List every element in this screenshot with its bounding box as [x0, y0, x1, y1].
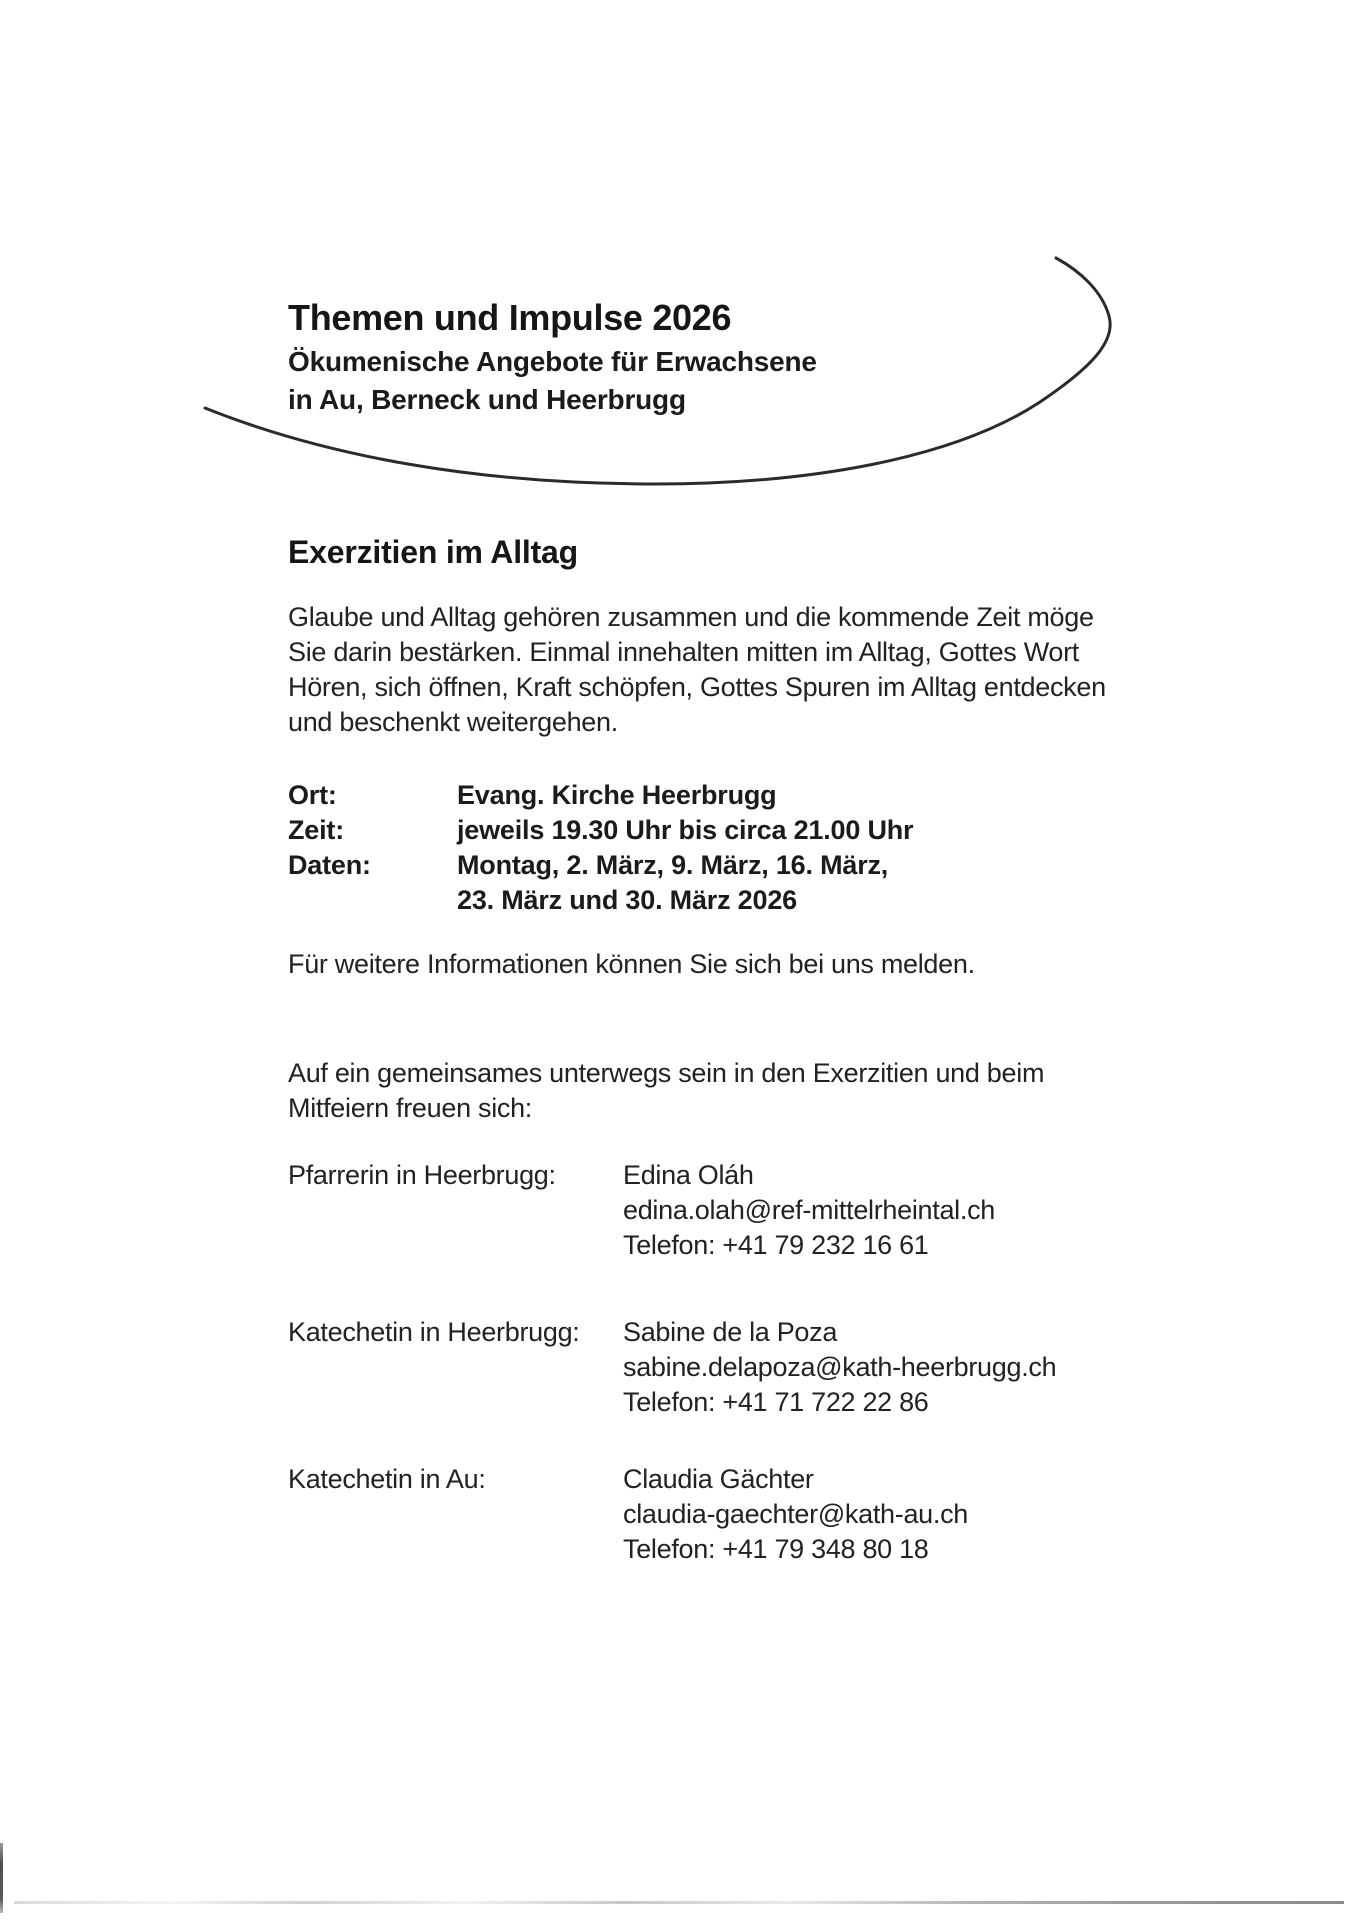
contact-role: Katechetin in Heerbrugg:	[288, 1317, 580, 1347]
contacts-intro-line-2: Mitfeiern freuen sich:	[288, 1093, 533, 1123]
detail-row	[288, 778, 913, 813]
contact-role: Pfarrerin in Heerbrugg:	[288, 1160, 556, 1190]
page-subtitle-line-2: in Au, Berneck und Heerbrugg	[288, 384, 686, 415]
detail-label: Zeit:	[288, 815, 344, 845]
contact-email: edina.olah@ref-mittelrheintal.ch	[623, 1195, 995, 1225]
detail-value: 23. März und 30. März 2026	[457, 885, 797, 915]
detail-label: Ort:	[288, 780, 337, 810]
detail-row	[288, 848, 913, 883]
detail-value: Montag, 2. März, 9. März, 16. März,	[457, 850, 889, 880]
page-subtitle	[288, 343, 817, 419]
contacts-intro-line-1: Auf ein gemeinsames unterwegs sein in den Exerzitien und beim	[288, 1058, 1045, 1088]
contact-name: Sabine de la Poza	[623, 1317, 838, 1347]
page-title: Themen und Impulse 2026	[288, 297, 732, 338]
contacts-intro	[288, 1056, 1044, 1126]
paragraph-line: und beschenkt weitergehen.	[288, 707, 618, 737]
page-subtitle-line-1: Ökumenische Angebote für Erwachsene	[288, 346, 817, 377]
section-heading: Exerzitien im Alltag	[288, 534, 579, 570]
detail-value: Evang. Kirche Heerbrugg	[457, 780, 777, 810]
detail-label: Daten:	[288, 850, 371, 880]
detail-value: jeweils 19.30 Uhr bis circa 21.00 Uhr	[457, 815, 914, 845]
contact-phone: Telefon: +41 71 722 22 86	[623, 1387, 929, 1417]
detail-row	[288, 813, 913, 848]
paragraph-line: Glaube und Alltag gehören zusammen und die kommende Zeit möge	[288, 602, 1094, 632]
info-note: Für weitere Informationen können Sie sich bei uns melden.	[288, 949, 975, 979]
contact-phone: Telefon: +41 79 348 80 18	[623, 1534, 929, 1564]
contact-values	[623, 1158, 995, 1263]
contact-email: claudia-gaechter@kath-au.ch	[623, 1499, 969, 1529]
contact-name: Edina Oláh	[623, 1160, 754, 1190]
scan-artifact-bottom-streak	[14, 1901, 1344, 1904]
contact-role: Katechetin in Au:	[288, 1464, 486, 1494]
contact-values	[623, 1315, 1056, 1420]
scan-artifact-left-edge	[0, 1843, 3, 1913]
event-details	[288, 778, 913, 918]
detail-label	[288, 883, 457, 918]
contact-name: Claudia Gächter	[623, 1464, 814, 1494]
contact-values	[623, 1462, 968, 1567]
paragraph-line: Hören, sich öffnen, Kraft schöpfen, Gottes Spuren im Alltag entdecken	[288, 672, 1106, 702]
paragraph-line: Sie darin bestärken. Einmal innehalten mitten im Alltag, Gottes Wort	[288, 637, 1079, 667]
section-paragraph	[288, 600, 1106, 740]
contact-phone: Telefon: +41 79 232 16 61	[623, 1230, 929, 1260]
detail-row	[288, 883, 913, 918]
contact-email: sabine.delapoza@kath-heerbrugg.ch	[623, 1352, 1057, 1382]
